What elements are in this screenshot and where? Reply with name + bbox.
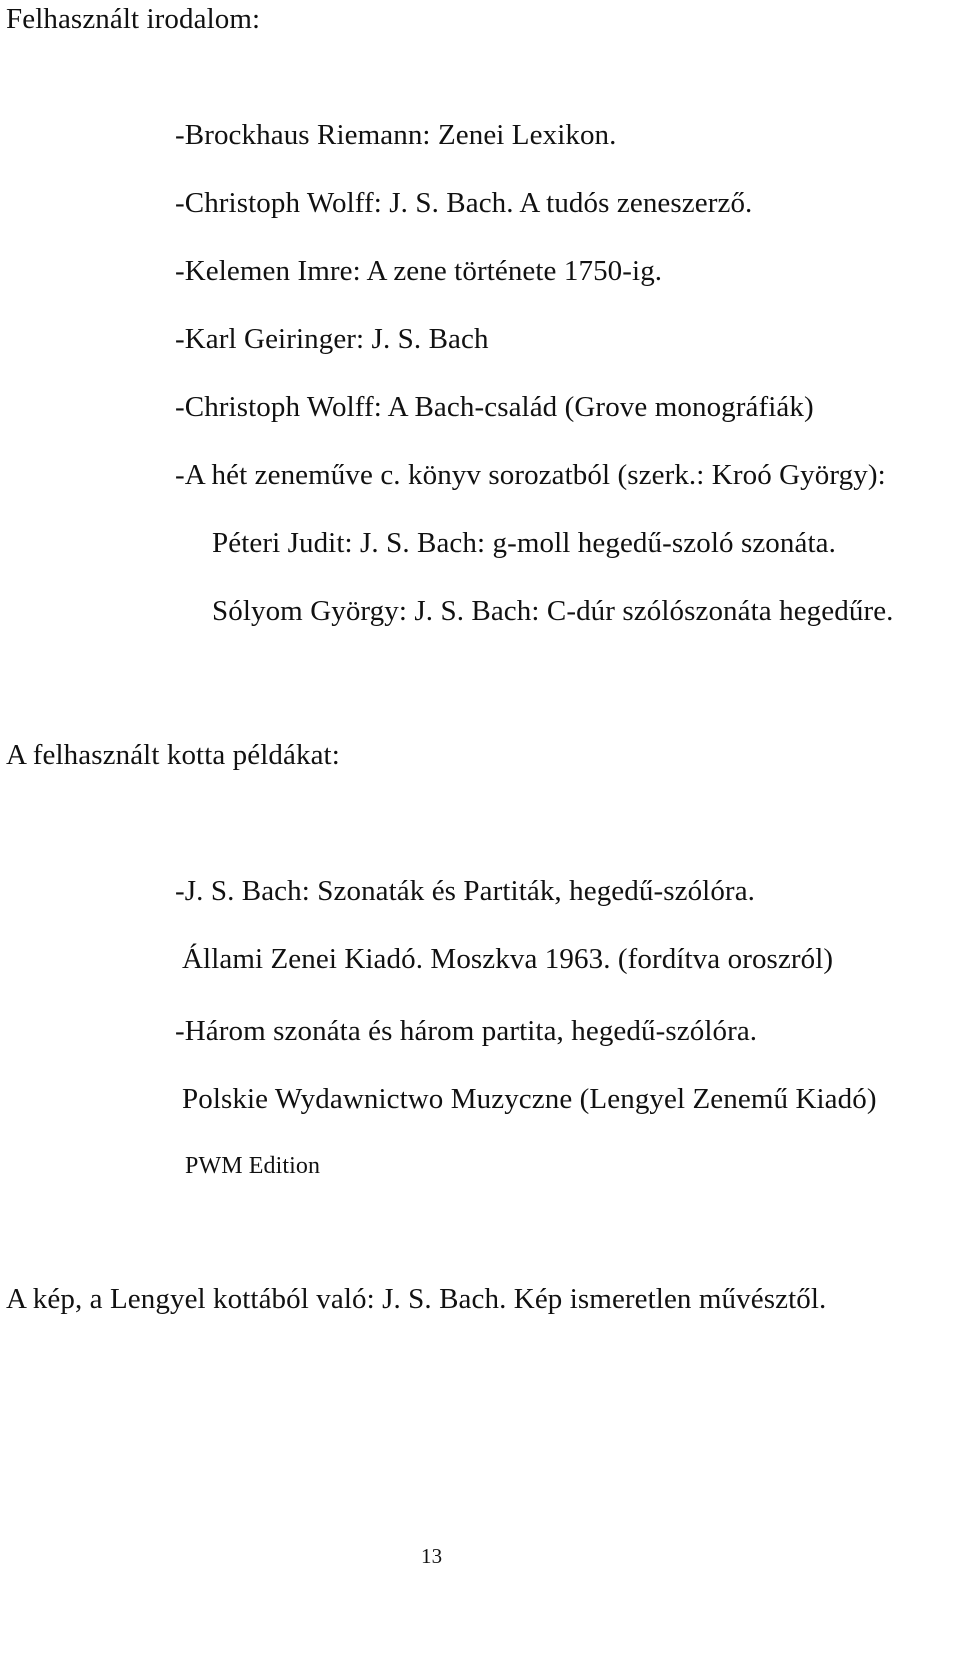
score-item: -J. S. Bach: Szonaták és Partiták, hegedű-szólóra. [175, 875, 756, 907]
literature-item: -Kelemen Imre: A zene története 1750-ig. [175, 255, 663, 287]
score-item: Állami Zenei Kiadó. Moszkva 1963. (fordítva oroszról) [182, 943, 834, 975]
score-edition: PWM Edition [185, 1153, 321, 1179]
score-item: -Három szonáta és három partita, hegedű-szólóra. [175, 1015, 758, 1047]
heading-scores: A felhasznált kotta példákat: [6, 739, 340, 771]
image-credit: A kép, a Lengyel kottából való: J. S. Bach. Kép ismeretlen művésztől. [6, 1283, 827, 1315]
literature-subitem: Péteri Judit: J. S. Bach: g-moll hegedű-szoló szonáta. [212, 527, 836, 559]
literature-item: -Karl Geiringer: J. S. Bach [175, 323, 489, 355]
page-number: 13 [421, 1544, 443, 1568]
heading-literature: Felhasznált irodalom: [6, 3, 261, 35]
score-item: Polskie Wydawnictwo Muzyczne (Lengyel Zenemű Kiadó) [182, 1083, 877, 1115]
literature-item: -Brockhaus Riemann: Zenei Lexikon. [175, 119, 617, 151]
literature-subitem: Sólyom György: J. S. Bach: C-dúr szólószonáta hegedűre. [212, 595, 894, 627]
literature-item: -Christoph Wolff: A Bach-család (Grove monográfiák) [175, 391, 814, 423]
literature-item: -A hét zeneműve c. könyv sorozatból (szerk.: Kroó György): [175, 459, 886, 491]
literature-item: -Christoph Wolff: J. S. Bach. A tudós zeneszerző. [175, 187, 753, 219]
